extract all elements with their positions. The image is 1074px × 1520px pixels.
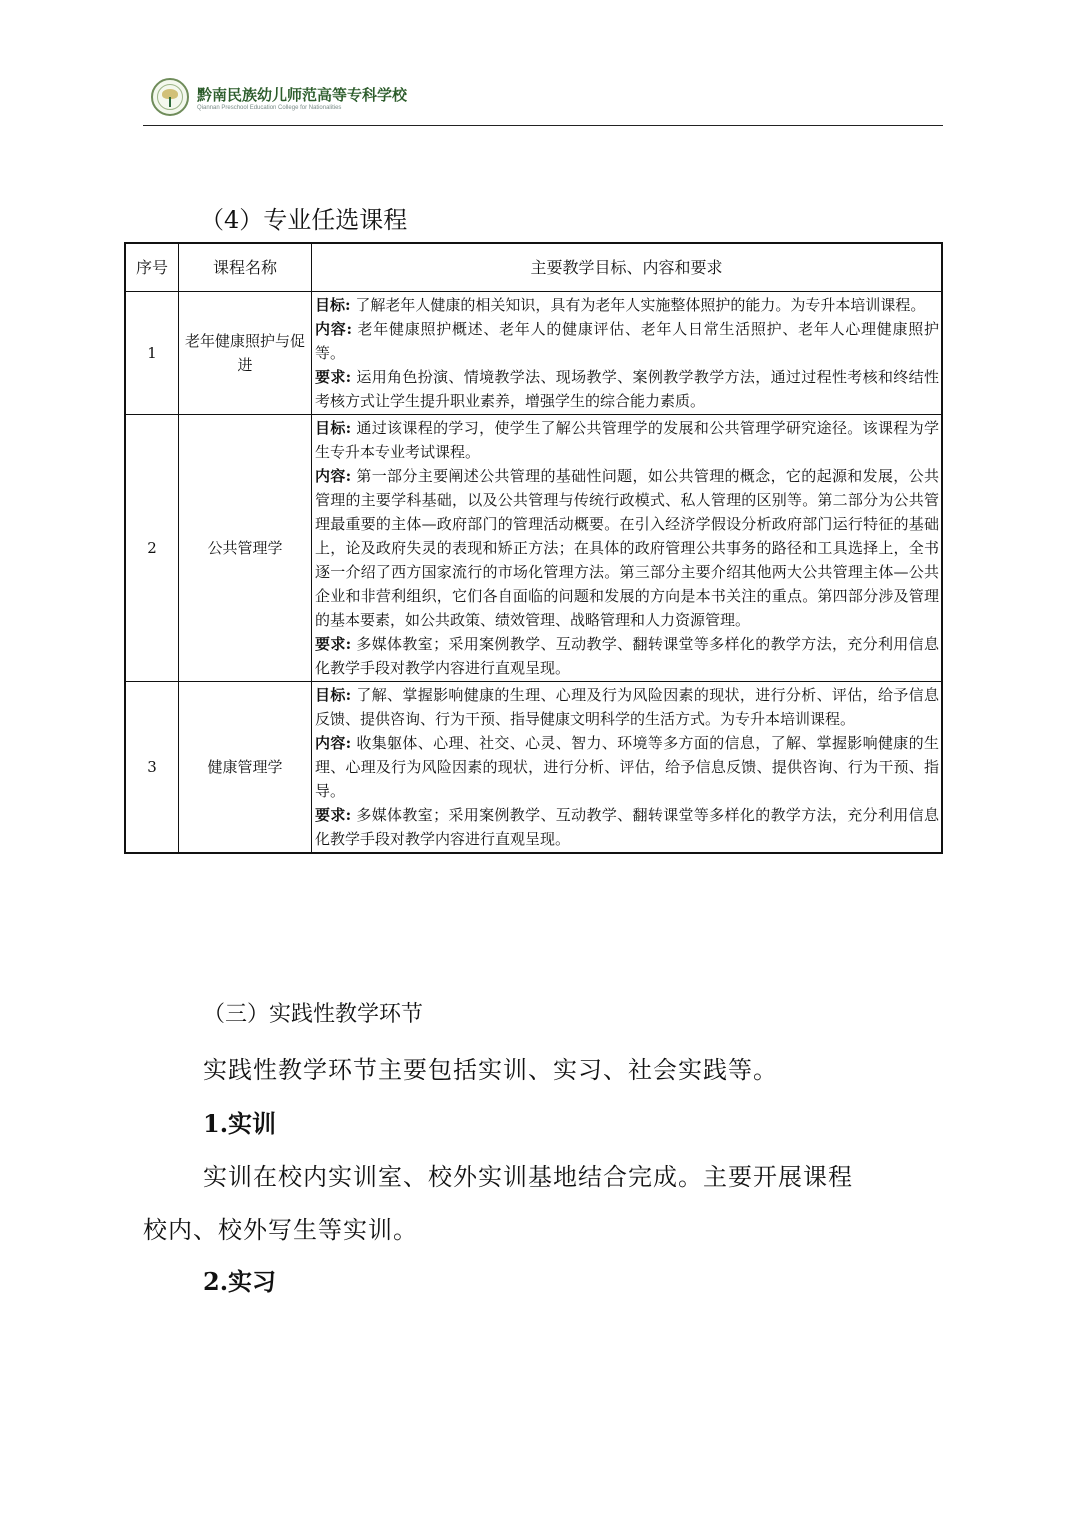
- subheading-training: 1.实训: [203, 1109, 277, 1138]
- requirement-label: 要求:: [315, 635, 352, 653]
- goal-text: 通过该课程的学习，使学生了解公共管理学的发展和公共管理学研究途径。该课程为学生专升本专业考试课程。: [315, 419, 939, 461]
- course-name-text: 老年健康照护与促进: [184, 332, 305, 374]
- content-text: 老年健康照护概述、老年人的健康评估、老年人日常生活照护、老年人心理健康照护等。: [315, 320, 939, 362]
- content-paragraph: [315, 731, 939, 803]
- goal-paragraph: [315, 683, 939, 731]
- table-header-row: [125, 243, 942, 292]
- content-label: 内容:: [315, 467, 352, 485]
- goal-text: 了解老年人健康的相关知识，具有为老年人实施整体照护的能力。为专升本培训课程。: [355, 296, 926, 314]
- training-text-line1: 实训在校内实训室、校外实训基地结合完成。主要开展课程: [203, 1163, 853, 1191]
- section-title: （4）专业任选课程: [200, 206, 408, 234]
- content-text: 第一部分主要阐述公共管理的基础性问题，如公共管理的概念，它的起源和发展，公共管理的主要学科基础，以及公共管理与传统行政模式、私人管理的区别等。第二部分为公共管理最重要的主体—政府部门的管理活动概要。在引入经济学假设分析政府部门运行特征的基础上，论及政府失灵的表现和矫正方法；在具体的政府管理公共事务的路径和工具选择上，全书逐一介绍了西方国家流行的市场化管理方法。第三部分主要介绍其他两大公共管理主体—公共企业和非营利组织，它们各自面临的问题和发展的方向是本书关注的重点。第四部分涉及管理的基本要素，如公共政策、绩效管理、战略管理和人力资源管理。: [315, 467, 939, 629]
- table-row: [125, 682, 942, 854]
- row-description: [312, 682, 943, 854]
- goal-label: 目标:: [315, 419, 352, 437]
- row-no: 3: [125, 682, 179, 854]
- school-name-en: Qiannan Preschool Education College for Nationalities: [197, 105, 342, 111]
- row-course-name: 公共管理学: [179, 415, 312, 682]
- goal-paragraph: [315, 416, 939, 464]
- page-header: [143, 74, 943, 126]
- requirement-paragraph: [315, 365, 939, 413]
- school-name-cn: 黔南民族幼儿师范高等专科学校: [197, 86, 408, 104]
- row-course-name: 健康管理学: [179, 682, 312, 854]
- requirement-label: 要求:: [315, 368, 352, 386]
- header-no: 序号: [125, 243, 179, 292]
- content-text: 收集躯体、心理、社交、心灵、智力、环境等多方面的信息，了解、掌握影响健康的生理、心理及行为风险因素的现状，进行分析、评估，给予信息反馈、提供咨询、行为干预、指导。: [315, 734, 939, 800]
- goal-label: 目标:: [315, 686, 352, 704]
- row-description: [312, 415, 943, 682]
- practice-intro: 实践性教学环节主要包括实训、实习、社会实践等。: [203, 1056, 778, 1084]
- content-label: 内容:: [315, 320, 353, 338]
- training-text-line2: 校内、校外写生等实训。: [143, 1216, 418, 1244]
- row-course-name: [179, 292, 312, 415]
- header-course-name: 课程名称: [179, 243, 312, 292]
- school-emblem-icon: [151, 78, 189, 116]
- requirement-label: 要求:: [315, 806, 352, 824]
- content-paragraph: [315, 317, 939, 365]
- requirement-text: 多媒体教室；采用案例教学、互动教学、翻转课堂等多样化的教学方法，充分利用信息化教学手段对教学内容进行直观呈现。: [315, 806, 939, 848]
- practice-heading: （三）实践性教学环节: [203, 1002, 424, 1027]
- header-divider: [143, 125, 943, 126]
- subheading-internship: 2.实习: [203, 1267, 277, 1296]
- table-row: [125, 292, 942, 415]
- table-row: [125, 415, 942, 682]
- content-paragraph: [315, 464, 939, 632]
- elective-courses-table: [124, 242, 943, 854]
- row-no: 1: [125, 292, 179, 415]
- header-description: 主要教学目标、内容和要求: [312, 243, 943, 292]
- requirement-text: 运用角色扮演、情境教学法、现场教学、案例教学教学方法，通过过程性考核和终结性考核方式让学生提升职业素养，增强学生的综合能力素质。: [315, 368, 939, 410]
- goal-text: 了解、掌握影响健康的生理、心理及行为风险因素的现状，进行分析、评估，给予信息反馈、提供咨询、行为干预、指导健康文明科学的生活方式。为专升本培训课程。: [315, 686, 939, 728]
- row-description: [312, 292, 943, 415]
- content-label: 内容:: [315, 734, 352, 752]
- requirement-paragraph: [315, 632, 939, 680]
- requirement-text: 多媒体教室；采用案例教学、互动教学、翻转课堂等多样化的教学方法，充分利用信息化教学手段对教学内容进行直观呈现。: [315, 635, 939, 677]
- row-no: 2: [125, 415, 179, 682]
- requirement-paragraph: [315, 803, 939, 851]
- goal-label: 目标:: [315, 296, 351, 314]
- goal-paragraph: [315, 293, 939, 317]
